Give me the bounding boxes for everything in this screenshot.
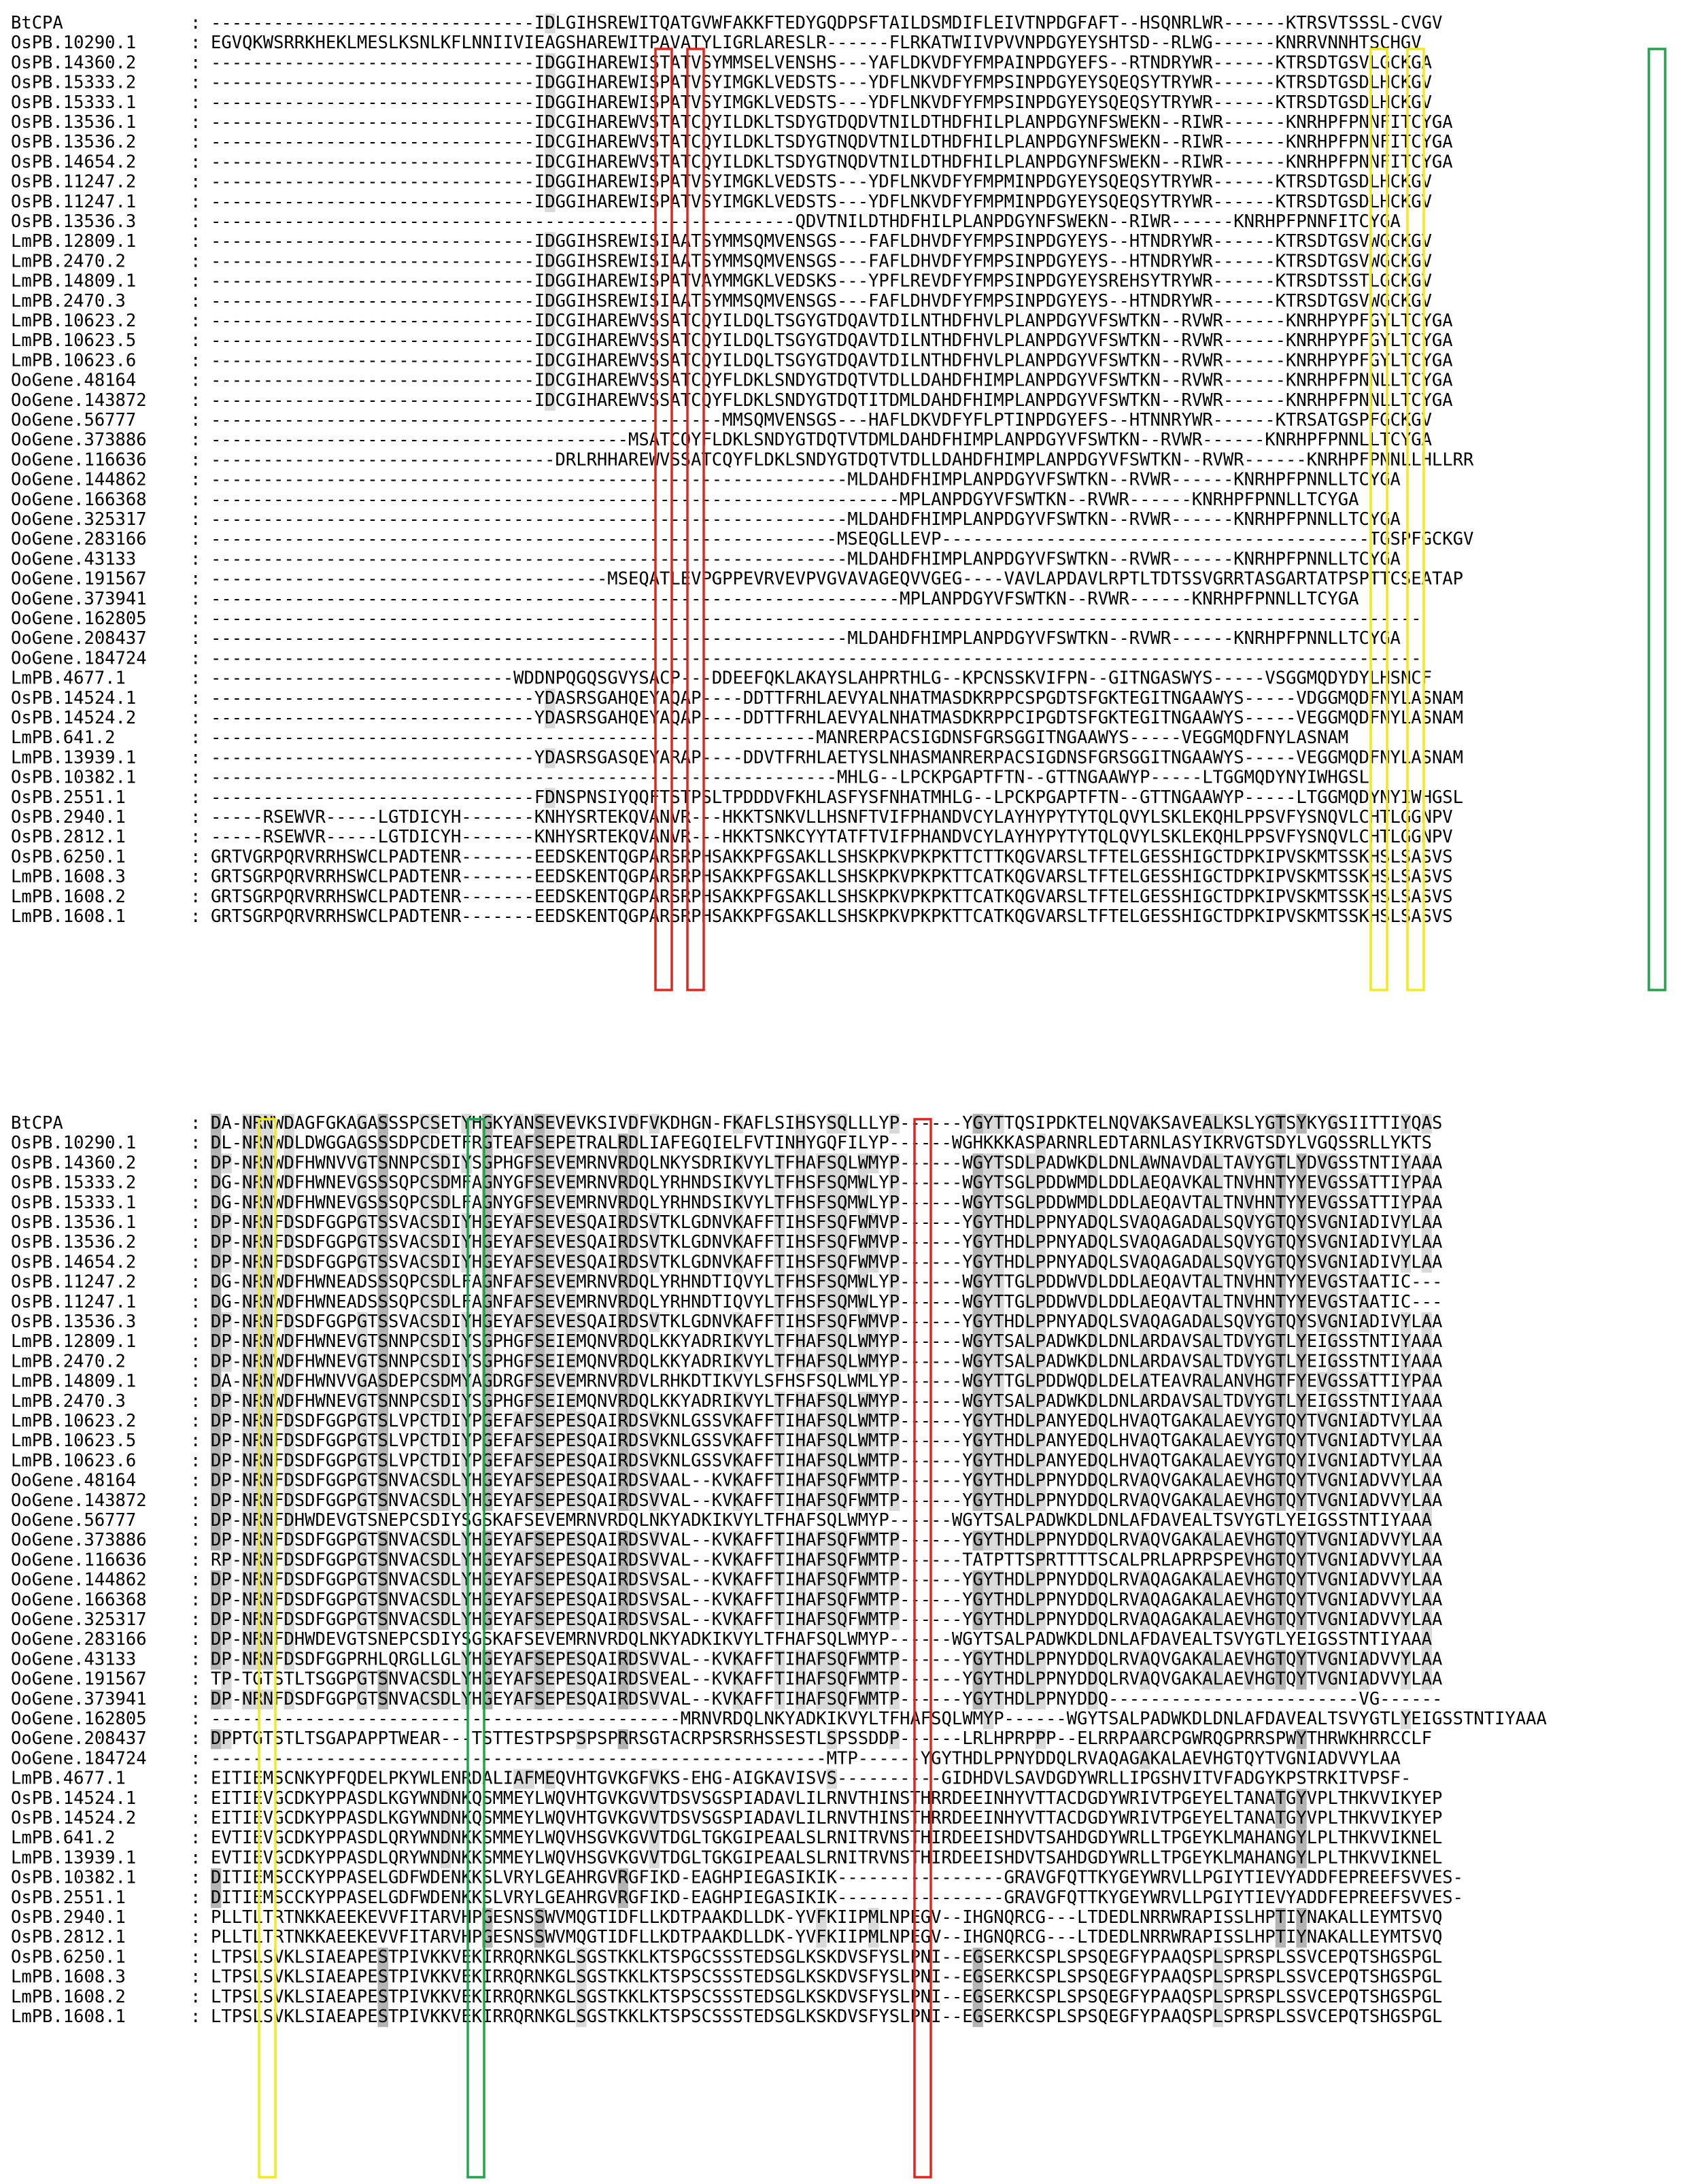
sequence-name: OoGene.373886 bbox=[11, 1530, 147, 1551]
sequence-name: LmPB.14809.1 bbox=[11, 1371, 137, 1392]
sequence-residues: -------------------------------IDGGIHAREWISPATVAYMMGKLVEDSKS---YPFLREVDFYFMPSINPDGYEYSREHSYTRYWR------KTRSDTSSTLGCKGV bbox=[211, 271, 1432, 292]
sequence-name: LmPB.13939.1 bbox=[11, 1847, 137, 1869]
sequence-name: LmPB.641.2 bbox=[11, 728, 116, 749]
separator: : bbox=[190, 1172, 201, 1193]
separator: : bbox=[190, 628, 201, 649]
separator: : bbox=[190, 1312, 201, 1332]
sequence-residues: -------------------------------IDCGIHAREWVSSATCQYILDQLTSGYGTDQAVTDILNTHDFHVLPLANPDGYVFSWTKN--RVWR------KNRHPYPFGYLTCYGA bbox=[211, 311, 1453, 331]
separator: : bbox=[190, 847, 201, 868]
separator: : bbox=[190, 1272, 201, 1293]
separator: : bbox=[190, 1947, 201, 1968]
sequence-name: LmPB.10623.6 bbox=[11, 1450, 137, 1471]
sequence-name: LmPB.10623.5 bbox=[11, 330, 137, 352]
sequence-name: OoGene.143872 bbox=[11, 390, 147, 411]
sequence-residues: ---------------------------------DRLRHHAREWVSSATCQYFLDKLSNDYGTDQTVTDLLDAHDFHIMPLANPDGYVFSWTKN--RVWR------KNRHPFPNNLLHLLRR bbox=[211, 449, 1474, 471]
sequence-residues: DP-NRNWDFHWNEVGTSNNPCSDIYSGPHGFSEIEMQNVRDQLKKYADRIKVYLTFHAFSQLWMYP------WGYTSALPADWKDLDNLARDAVSALTDVYGTLYEIGSSTNTIYAAA bbox=[211, 1390, 1443, 1412]
sequence-residues: -------------------------------------------------------------------------------------------------------------------- bbox=[211, 648, 1422, 669]
sequence-residues: -------------------------------IDCGIHAREWVSSATCQYILDQLTSGYGTDQAVTDILNTHDFHVLPLANPDGYVFSWTKN--RVWR------KNRHPYPFGYLTCYGA bbox=[211, 330, 1453, 352]
sequence-residues: DA-NRNWDFHWNVVGASDEPCSDMYAGDRGFSEVEMRNVRDVLRHKDTIKVYLSFHSFSQLWMLYP------WGYTTGLPDDWQDLDELATEAVRALANVHGTFYEVGSSATTIYPAA bbox=[211, 1371, 1443, 1392]
sequence-name: BtCPA bbox=[11, 1113, 63, 1133]
separator: : bbox=[190, 33, 201, 54]
separator: : bbox=[190, 1153, 201, 1174]
sequence-name: OoGene.43133 bbox=[11, 1649, 137, 1670]
sequence-name: OsPB.14524.1 bbox=[11, 1788, 137, 1809]
sequence-residues: DP-NRNFDSDFGGPGTSNVACSDLYHGEYAFSEPESQAIRDSVVAL--KVKAFFTIHAFSQFWMTP------YGYTHDLPPNYDDQLRVAQVGAKALAEVHGTQYTVGNIADVVYLAA bbox=[211, 1530, 1443, 1551]
separator: : bbox=[190, 112, 201, 133]
sequence-residues: -----RSEWVR-----LGTDICYH-------KNHYSRTEKQVANVR---HKKTSNKVLLHSNFTVIFPHANDVCYLAYHYPYTYTQLQVYLSKLEKQHLPPSVFYSNQVLCHTLGGNPV bbox=[211, 807, 1453, 827]
sequence-name: OoGene.208437 bbox=[11, 628, 147, 649]
separator: : bbox=[190, 1688, 201, 1709]
sequence-residues: -------------------------------IDCGIHAREWVSSATCQYFLDKLSNDYGTDQTITDMLDAHDFHIMPLANPDGYVFSWTKN--RVWR------KNRHPFPNNLLTCYGA bbox=[211, 390, 1453, 411]
sequence-residues: -------------------------------IDCGIHAREWVSSATCQYILDQLTSGYGTDQAVTDILNTHDFHVLPLANPDGYVFSWTKN--RVWR------KNRHPYPFGYLTCYGA bbox=[211, 350, 1453, 371]
sequence-residues: DP-NRNFDSDFGGPGTSNVACSDLYHGEYAFSEPESQAIRDSVSAL--KVKAFFTIHAFSQFWMTP------YGYTHDLPPNYDDQLRVAQAGAKALAEVHGTQYTVGNIADVVYLAA bbox=[211, 1589, 1443, 1610]
separator: : bbox=[190, 1450, 201, 1471]
sequence-residues: DP-NRNFDSDFGGPGTSLVPCTDIYPGEFAFSEPESQAIRDSVKNLGSSVKAFFTIHAFSQLWMTP------YGYTHDLPANYEDQLHVAQTGAKALAEVYGTQYTVGNIADTVYLAA bbox=[211, 1431, 1443, 1452]
sequence-residues: DITIEMSCCKYPPASELGDFWDENKKSLVRYLGEAHRGVRGFIKD-EAGHPIEGASIKIK----------------GRAVGFQTTKYGEYWRVLLPGIYTIEVYADDFEPREEFSVVES- bbox=[211, 1887, 1463, 1908]
separator: : bbox=[190, 1371, 201, 1392]
separator: : bbox=[190, 370, 201, 391]
separator: : bbox=[190, 549, 201, 570]
separator: : bbox=[190, 430, 201, 451]
separator: : bbox=[190, 1867, 201, 1888]
sequence-residues: -------------------------------IDGGIHAREWISPATVSYIMGKLVEDSTS---YDFLNKVDFYFMPMINPDGYEYSQEQSYTRYWR------KTRSDTGSDLHCKGV bbox=[211, 171, 1432, 192]
sequence-name: OsPB.15333.1 bbox=[11, 1192, 137, 1213]
sequence-name: LmPB.1608.1 bbox=[11, 906, 126, 927]
sequence-name: OsPB.10290.1 bbox=[11, 33, 137, 54]
sequence-name: OsPB.15333.1 bbox=[11, 92, 137, 113]
separator: : bbox=[190, 767, 201, 788]
sequence-residues: GRTSGRPQRVRRHSWCLPADTENR-------EEDSKENTQGPARSRPHSAKKPFGSAKLLSHSKPKVPKPKTTCATKQGVARSLTFTELGESSHIGCTDPKIPVSKMTSSKHSLSASVS bbox=[211, 886, 1453, 907]
sequence-name: OsPB.14360.2 bbox=[11, 1153, 137, 1174]
separator: : bbox=[190, 668, 201, 689]
sequence-residues: -------------------------------IDCGIHAREWVSSATCQYFLDKLSNDYGTDQTVTDLLDAHDFHIMPLANPDGYVFSWTKN--RVWR------KNRHPFPNNLLTCYGA bbox=[211, 370, 1453, 391]
sequence-name: LmPB.1608.2 bbox=[11, 1986, 126, 2007]
sequence-residues: PLLTLTRTNKKAEEKEVVFITARVHPGESNSSWVMQGTIDFLLKDTPAAKDLLDK-YVFKIIPMLNPEGV--IHGNQRCG---LTDEDLNRRWRAPISSLHPTIYNAKALLEYMTSVQ bbox=[211, 1927, 1443, 1948]
motif-box bbox=[1649, 49, 1665, 990]
sequence-residues: -------------------------------IDGGIHAREWISPATVSYIMGKLVEDSTS---YDFLNKVDFYFMPSINPDGYEYSQEQSYTRYWR------KTRSDTGSDLHCKGV bbox=[211, 92, 1432, 113]
sequence-name: OoGene.166368 bbox=[11, 1589, 147, 1610]
separator: : bbox=[190, 1847, 201, 1869]
sequence-residues: RP-NRNFDSDFGGPGTSNVACSDLYHGEYAFSEPESQAIRDSVVAL--KVKAFFTIHAFSQFWMTP------TATPTTSPRTTTTSCALPRLAPRPSPEVHGTQYTVGNIADVVYLAA bbox=[211, 1550, 1443, 1571]
sequence-name: OoGene.144862 bbox=[11, 1569, 147, 1590]
sequence-name: OsPB.2812.1 bbox=[11, 1927, 126, 1948]
separator: : bbox=[190, 1907, 201, 1928]
sequence-residues: EITIEVGCDKYPPASDLKGYWNDNKQSMMEYLWQVHTGVKGVVTDSVSGSPIADAVLILRNVTHINSTHRRDEEINHYVTTACDGDYWRIVTPGEYELTANATGYVPLTHKVVIKYEP bbox=[211, 1788, 1443, 1809]
sequence-name: OsPB.14524.1 bbox=[11, 687, 137, 709]
separator: : bbox=[190, 708, 201, 728]
sequence-name: LmPB.2470.2 bbox=[11, 251, 126, 272]
sequence-name: OoGene.162805 bbox=[11, 1709, 147, 1729]
separator: : bbox=[190, 787, 201, 808]
sequence-residues: ------------------------------------------------------------MSEQGLLEVP-----------------------------------------TGSPFGCKGV bbox=[211, 529, 1474, 550]
separator: : bbox=[190, 1788, 201, 1809]
sequence-residues: EVTIEVGCDKYPPASDLQRYWNDNKKSMMEYLWQVHSGVKGVVTDGLTGKGIPEAALSLRNITRVNSTHIRDEEISHDVTSAHDGDYWRLLTPGEYKLMAHANGYLPLTHKVVIKNEL bbox=[211, 1847, 1443, 1869]
sequence-name: OsPB.15333.2 bbox=[11, 72, 137, 93]
separator: : bbox=[190, 728, 201, 749]
sequence-residues: DP-NRNWDFHWNEVGTSNNPCSDIYSGPHGFSEIEMQNVRDQLKKYADRIKVYLTFHAFSQLWMYP------WGYTSALPADWKDLDNLARDAVSALTDVYGTLYEIGSSTNTIYAAA bbox=[211, 1351, 1443, 1372]
sequence-name: OoGene.191567 bbox=[11, 568, 147, 590]
separator: : bbox=[190, 588, 201, 609]
sequence-residues: DP-NRNFDSDFGGPGTSSVACSDIYHGEYAFSEVESQAIRDSVTKLGDNVKAFFTIHSFSQFWMVP------YGYTHDLPPNYADQLSVAQAGADALSQVYGTQYSVGNIADIVYLAA bbox=[211, 1312, 1443, 1332]
sequence-name: OsPB.6250.1 bbox=[11, 1947, 126, 1968]
sequence-residues: -------------------------------YDASRSGASQEYARAP----DDVTFRHLAETYSLNHASMANRERPACSIGDNSFGRSGGITNGAAWYS-----VEGGMQDFNYLASNAM bbox=[211, 747, 1463, 768]
sequence-residues: DP-NRNFDSDFGGPGTSNVACSDLYHGEYAFSEPESQAIRDSVSAL--KVKAFFTIHAFSQFWMTP------YGYTHDLPPNYDDQLRVAQAGAKALAEVHGTQYTVGNIADVVYLAA bbox=[211, 1569, 1443, 1590]
sequence-name: OsPB.11247.2 bbox=[11, 1272, 137, 1293]
sequence-name: OoGene.166368 bbox=[11, 489, 147, 510]
sequence-residues: ------------------------------------------------------------------MPLANPDGYVFSWTKN--RVWR------KNRHPFPNNLLTCYGA bbox=[211, 489, 1359, 510]
separator: : bbox=[190, 330, 201, 352]
separator: : bbox=[190, 271, 201, 292]
sequence-residues: DL-NRNWDLDWGGAGSSSDPCDETFRGTEAFSEPETRALRDLIAFEGQIELFVTINHYGQFILYP------WGHKKKASPARNRLEDTARNLASYIKRVGTSDYLVGQSSRLLYKTS bbox=[211, 1133, 1432, 1154]
sequence-residues: GRTSGRPQRVRRHSWCLPADTENR-------EEDSKENTQGPARSRPHSAKKPFGSAKLLSHSKPKVPKPKTTCATKQGVARSLTFTELGESSHIGCTDPKIPVSKMTSSKHSLSASVS bbox=[211, 906, 1453, 927]
sequence-residues: -------------------------------IDCGIHAREWVSTATCQYILDKLTSDYGTNQDVTNILDTHDFHILPLANPDGYNFSWEKN--RIWR------KNRHPFPNNFITCYGA bbox=[211, 152, 1453, 173]
sequence-residues: -------------------------------YDASRSGAHQEYAQAP----DDTTFRHLAEVYALNHATMASDKRPPCIPGDTSFGKTEGITNGAAWYS-----VEGGMQDFNYLASNAM bbox=[211, 708, 1463, 728]
sequence-name: LmPB.1608.3 bbox=[11, 1966, 126, 1987]
sequence-name: OoGene.43133 bbox=[11, 549, 137, 570]
sequence-residues: DP-NRNWDFHWNEVGTSNNPCSDIYSGPHGFSEIEMQNVRDQLKKYADRIKVYLTFHAFSQLWMYP------WGYTSALPADWKDLDNLARDAVSALTDVYGTLYEIGSSTNTIYAAA bbox=[211, 1331, 1443, 1352]
sequence-residues: -------------------------------------------------------------MLDAHDFHIMPLANPDGYVFSWTKN--RVWR------KNRHPFPNNLLTCYGA bbox=[211, 549, 1401, 570]
separator: : bbox=[190, 609, 201, 629]
separator: : bbox=[190, 132, 201, 153]
separator: : bbox=[190, 92, 201, 113]
sequence-name: LmPB.12809.1 bbox=[11, 1331, 137, 1352]
separator: : bbox=[190, 1966, 201, 1987]
sequence-residues: -----------------------------WDDNPQGQSGVYSACP---DDEEFQKLAKAYSLAHPRTHLG--KPCNSSKVIFPN--GITNGASWYS-----VSGGMQDYDYLHSNCF bbox=[211, 668, 1432, 689]
separator: : bbox=[190, 1331, 201, 1352]
separator: : bbox=[190, 1550, 201, 1571]
sequence-name: OsPB.10382.1 bbox=[11, 1867, 137, 1888]
separator: : bbox=[190, 509, 201, 530]
sequence-residues: -------------------------------IDLGIHSREWITQATGVWFAKKFTEDYGQDPSFTAILDSMDIFLEIVTNPDGFAFT--HSQNRLWR------KTRSVTSSSL-CVGV bbox=[211, 13, 1443, 33]
sequence-name: OoGene.184724 bbox=[11, 648, 147, 669]
sequence-residues: ---------------------------------------------MRNVRDQLNKYADKIKVYLTFHAFSQLWMYP------WGYTSALPADWKDLDNLAFDAVEALTSVYGTLYEIGSSTNTIYAAA bbox=[211, 1709, 1547, 1729]
sequence-name: OsPB.13536.1 bbox=[11, 1212, 137, 1233]
sequence-residues: -------------------------------IDGGIHAREWISPATVSYIMGKLVEDSTS---YDFLNKVDFYFMPMINPDGYEYSQEQSYTRYWR------KTRSDTGSDLHCKGV bbox=[211, 191, 1432, 212]
separator: : bbox=[190, 886, 201, 907]
sequence-name: LmPB.13939.1 bbox=[11, 747, 137, 768]
sequence-residues: DP-NRNFDSDFGGPGTSLVPCTDIYPGEFAFSEPESQAIRDSVKNLGSSVKAFFTIHAFSQLWMTP------YGYTHDLPANYEDQLHVAQTGAKALAEVYGTQYTVGNIADTVYLAA bbox=[211, 1411, 1443, 1431]
sequence-name: LmPB.10623.2 bbox=[11, 1411, 137, 1431]
sequence-name: LmPB.14809.1 bbox=[11, 271, 137, 292]
sequence-name: OoGene.283166 bbox=[11, 1629, 147, 1650]
sequence-name: OsPB.14524.2 bbox=[11, 1808, 137, 1828]
sequence-residues: DPPTGTSTLTSGAPAPPTWEAR---TSTTESTPSPSPSPRRSGTACRPSRSRHSSESTLSPSSDDP------LRLHPRPPP--ELRRPAARCPGWRQGPRRSPWYTHRWKHRRCCLF bbox=[211, 1728, 1432, 1750]
sequence-name: OsPB.14360.2 bbox=[11, 52, 137, 73]
sequence-name: OoGene.116636 bbox=[11, 449, 147, 471]
separator: : bbox=[190, 290, 201, 311]
sequence-name: LmPB.2470.2 bbox=[11, 1351, 126, 1372]
sequence-name: OsPB.13536.2 bbox=[11, 132, 137, 153]
sequence-name: OsPB.11247.1 bbox=[11, 191, 137, 212]
sequence-residues: LTPSLSVKLSIAEAPESTPIVKKVEKIRRQRNKGLSGSTKKLKTSPSCSSSTEDSGLKSKDVSFYSLPNI--EGSERKCSPLSPSQEGFYPAAQSPLSPRSPLSSVCEPQTSHGSPGL bbox=[211, 2007, 1443, 2027]
sequence-residues: EITIEMSCNKYPFQDELPKYWLENRDALIAFMEQVHTGVKGFVKS-EHG-AIGKAVISVS----------GIDHDVLSAVDGDYWRLLIPGSHVITVFADGYKPSTRKITVPSF- bbox=[211, 1768, 1412, 1789]
sequence-name: OoGene.184724 bbox=[11, 1748, 147, 1769]
sequence-residues: --------------------------------------MSEQATLEVPGPPEVRVEVPVGVAVAGEQVVGEG----VAVLAPDAVLRPTLTDTSSVGRRTASGARTATPSPTTCSEATAP bbox=[211, 568, 1463, 590]
separator: : bbox=[190, 251, 201, 272]
separator: : bbox=[190, 1113, 201, 1133]
separator: : bbox=[190, 311, 201, 331]
sequence-name: LmPB.4677.1 bbox=[11, 1768, 126, 1789]
sequence-residues: DITIEMSCCKYPPASELGDFWDENKKSLVRYLGEAHRGVRGFIKD-EAGHPIEGASIKIK----------------GRAVGFQTTKYGEYWRVLLPGIYTIEVYADDFEPREEFSVVES- bbox=[211, 1867, 1463, 1888]
separator: : bbox=[190, 1192, 201, 1213]
sequence-residues: DP-NRNFDSDFGGPGTSNVACSDLYHGEYAFSEPESQAIRDSVVAL--KVKAFFTIHAFSQFWMTP------YGYTHDLPPNYDDQ------------------------VG------ bbox=[211, 1688, 1443, 1709]
separator: : bbox=[190, 1411, 201, 1431]
separator: : bbox=[190, 1768, 201, 1789]
sequence-name: LmPB.12809.1 bbox=[11, 231, 137, 252]
separator: : bbox=[190, 1669, 201, 1690]
sequence-residues: -------------------------------------------------------------MLDAHDFHIMPLANPDGYVFSWTKN--RVWR------KNRHPFPNNLLTCYGA bbox=[211, 509, 1401, 530]
separator: : bbox=[190, 1470, 201, 1491]
sequence-name: OoGene.325317 bbox=[11, 509, 147, 530]
sequence-residues: DP-NRNFDSDFGGPGTSLVPCTDIYPGEFAFSEPESQAIRDSVKNLGSSVKAFFTIHAFSQLWMTP------YGYTHDLPANYEDQLHVAQTGAKALAEVYGTQYIVGNIADTVYLAA bbox=[211, 1450, 1443, 1471]
separator: : bbox=[190, 231, 201, 252]
sequence-residues: -------------------------------FDNSPNSIYQQFTSTPSLTPDDDVFKHLASFYSFNHATMHLG--LPCKPGAPTFTN--GTTNGAAWYP-----LTGGMQDYNYIWHGSL bbox=[211, 787, 1463, 808]
sequence-residues: DP-NRNFDSDFGGPGTSNVACSDLYHGEYAFSEPESQAIRDSVSAL--KVKAFFTIHAFSQFWMTP------YGYTHDLPPNYDDQLRVAQAGAKALAEVHGTQYTVGNIADVVYLAA bbox=[211, 1609, 1443, 1630]
sequence-residues: ------------------------------------------------------------MHLG--LPCKPGAPTFTN--GTTNGAAWYP-----LTGGMQDYNYIWHGSL bbox=[211, 767, 1369, 788]
separator: : bbox=[190, 1828, 201, 1849]
separator: : bbox=[190, 648, 201, 669]
sequence-residues: -------------------------------------------------------------------------------------------------------------------- bbox=[211, 609, 1422, 629]
sequence-name: BtCPA bbox=[11, 13, 63, 33]
sequence-name: OoGene.208437 bbox=[11, 1728, 147, 1750]
sequence-residues: DG-NRNWDFHWNEADSSSQPCSDLFAGNFAFSEVEMRNVRDQLYRHNDTIQVYLTFHSFSQMWLYP------WGYTTGLPDDWVDLDDLAEQAVTALTNVHNTYYEVGSTAATIC--- bbox=[211, 1291, 1443, 1312]
sequence-name: OsPB.13536.3 bbox=[11, 211, 137, 232]
separator: : bbox=[190, 906, 201, 927]
separator: : bbox=[190, 72, 201, 93]
sequence-name: LmPB.1608.3 bbox=[11, 866, 126, 887]
separator: : bbox=[190, 1649, 201, 1670]
separator: : bbox=[190, 1390, 201, 1412]
sequence-residues: DA-NRNWDAGFGKAGASSSPCSETYHGKYANSEVEVKSIVDFVKDHGN-FKAFLSIHSYSQLLLYP------YGYTTQSIPDKTELNQVAKSAVEALKSLYGTSYKYGSIITTIYQAS bbox=[211, 1113, 1443, 1133]
sequence-name: LmPB.2470.3 bbox=[11, 1390, 126, 1412]
sequence-residues: GRTSGRPQRVRRHSWCLPADTENR-------EEDSKENTQGPARSRPHSAKKPFGSAKLLSHSKPKVPKPKTTCATKQGVARSLTFTELGESSHIGCTDPKIPVSKMTSSKHSLSASVS bbox=[211, 866, 1453, 887]
sequence-name: LmPB.10623.6 bbox=[11, 350, 137, 371]
sequence-name: OsPB.11247.1 bbox=[11, 1291, 137, 1312]
separator: : bbox=[190, 1887, 201, 1908]
separator: : bbox=[190, 687, 201, 709]
separator: : bbox=[190, 1748, 201, 1769]
sequence-residues: DP-NRNFDSDFGGPGTSNVACSDLYHGEYAFSEPESQAIRDSVVAL--KVKAFFTIHAFSQFWMTP------YGYTHDLPPNYDDQLRVAQVGAKALAEVHGTQYTVGNIADVVYLAA bbox=[211, 1490, 1443, 1511]
sequence-residues: -------------------------------YDASRSGAHQEYAQAP----DDTTFRHLAEVYALNHATMASDKRPPCSPGDTSFGKTEGITNGAAWYS-----VDGGMQDFNYLASNAM bbox=[211, 687, 1463, 709]
separator: : bbox=[190, 410, 201, 430]
sequence-name: OsPB.11247.2 bbox=[11, 171, 137, 192]
separator: : bbox=[190, 1808, 201, 1828]
sequence-name: OoGene.144862 bbox=[11, 469, 147, 490]
separator: : bbox=[190, 529, 201, 550]
sequence-name: OsPB.14654.2 bbox=[11, 152, 137, 173]
separator: : bbox=[190, 350, 201, 371]
sequence-residues: -------------------------------------------------MMSQMVENSGS---HAFLDKVDFYFLPTINPDGYEFS--HTNNRYWR------KTRSATGSPFGCKGV bbox=[211, 410, 1432, 430]
separator: : bbox=[190, 1252, 201, 1273]
sequence-residues: GRTVGRPQRVRRHSWCLPADTENR-------EEDSKENTQGPARSRPHSAKKPFGSAKLLSHSKPKVPKPKTTCTTKQGVARSLTFTELGESSHIGCTDPKIPVSKMTSSKHSLSASVS bbox=[211, 847, 1453, 868]
separator: : bbox=[190, 1232, 201, 1253]
separator: : bbox=[190, 1490, 201, 1511]
separator: : bbox=[190, 1431, 201, 1452]
sequence-residues: ----------------------------------------------------------MANRERPACSIGDNSFGRSGGITNGAAWYS-----VEGGMQDFNYLASNAM bbox=[211, 728, 1349, 749]
separator: : bbox=[190, 191, 201, 212]
sequence-residues: DP-NRNFDSDFGGPGTSSVACSDIYHGEYAFSEVESQAIRDSVTKLGDNVKAFFTIHSFSQFWMVP------YGYTHDLPPNYADQLSVAQAGADALSQVYGTQYSVGNIADIVYLAA bbox=[211, 1232, 1443, 1253]
separator: : bbox=[190, 747, 201, 768]
separator: : bbox=[190, 1589, 201, 1610]
separator: : bbox=[190, 13, 201, 33]
sequence-residues: DP-NRNFDSDFGGPGTSNVACSDLYHGEYAFSEPESQAIRDSVAAL--KVKAFFTIHAFSQFWMTP------YGYTHDLPPNYDDQLRVAQVGAKALAEVHGTQYTVGNIADVVYLAA bbox=[211, 1470, 1443, 1491]
separator: : bbox=[190, 1609, 201, 1630]
sequence-name: OsPB.6250.1 bbox=[11, 847, 126, 868]
sequence-residues: DG-NRNWDFHWNEADSSSQPCSDLFAGNFAFSEVEMRNVRDQLYRHNDTIQVYLTFHSFSQMWLYP------WGYTTGLPDDWVDLDDLAEQAVTALTNVHNTYYEVGSTAATIC--- bbox=[211, 1272, 1443, 1293]
sequence-name: LmPB.1608.1 bbox=[11, 2007, 126, 2027]
separator: : bbox=[190, 807, 201, 827]
separator: : bbox=[190, 449, 201, 471]
sequence-name: LmPB.10623.5 bbox=[11, 1431, 137, 1452]
sequence-name: OoGene.325317 bbox=[11, 1609, 147, 1630]
sequence-name: OsPB.10290.1 bbox=[11, 1133, 137, 1154]
sequence-residues: LTPSLSVKLSIAEAPESTPIVKKVEKIRRQRNKGLSGSTKKLKTSPGCSSSTEDSGLKSKDVSFYSLPNI--EGSERKCSPLSPSQEGFYPAAQSPLSPRSPLSSVCEPQTSHGSPGL bbox=[211, 1947, 1443, 1968]
sequence-name: OsPB.14654.2 bbox=[11, 1252, 137, 1273]
separator: : bbox=[190, 1212, 201, 1233]
sequence-name: OsPB.15333.2 bbox=[11, 1172, 137, 1193]
sequence-residues: ------------------------------------------------------------------MPLANPDGYVFSWTKN--RVWR------KNRHPFPNNLLTCYGA bbox=[211, 588, 1359, 609]
sequence-residues: EVTIEVGCDKYPPASDLQRYWNDNKKSMMEYLWQVHSGVKGVVTDGLTGKGIPEAALSLRNITRVNSTHIRDEEISHDVTSAHDGDYWRLLTPGEYKLMAHANGYLPLTHKVVIKNEL bbox=[211, 1828, 1443, 1849]
separator: : bbox=[190, 489, 201, 510]
sequence-name: OoGene.56777 bbox=[11, 1510, 137, 1531]
sequence-name: OoGene.56777 bbox=[11, 410, 137, 430]
separator: : bbox=[190, 1986, 201, 2007]
separator: : bbox=[190, 1709, 201, 1729]
separator: : bbox=[190, 1351, 201, 1372]
sequence-name: OoGene.116636 bbox=[11, 1550, 147, 1571]
sequence-name: OsPB.2812.1 bbox=[11, 827, 126, 848]
sequence-residues: -------------------------------IDCGIHAREWVSTATCQYILDKLTSDYGTDQDVTNILDTHDFHILPLANPDGYNFSWEKN--RIWR------KNRHPFPNNFITCYGA bbox=[211, 112, 1453, 133]
sequence-name: OsPB.13536.2 bbox=[11, 1232, 137, 1253]
sequence-residues: ----------------------------------------MSATCQYFLDKLSNDYGTDQTVTDMLDAHDFHIMPLANPDGYVFSWTKN--RVWR------KNRHPFPNNLLTCYGA bbox=[211, 430, 1432, 451]
separator: : bbox=[190, 469, 201, 490]
separator: : bbox=[190, 866, 201, 887]
separator: : bbox=[190, 1569, 201, 1590]
sequence-name: LmPB.1608.2 bbox=[11, 886, 126, 907]
sequence-name: LmPB.10623.2 bbox=[11, 311, 137, 331]
sequence-residues: DP-NRNFDHWDEVGTSNEPCSDIYSGSKAFSEVEMRNVRDQLNKYADKIKVYLTFHAFSQLWMYP------WGYTSALPADWKDLDNLAFDAVEALTSVYGTLYEIGSSTNTIYAAA bbox=[211, 1629, 1432, 1650]
separator: : bbox=[190, 171, 201, 192]
sequence-residues: DG-NRNWDFHWNEVGSSSQPCSDMFAGNYGFSEVEMRNVRDQLYRHNDSIKVYLTFHSFSQMWLYP------WGYTSGLPDDWMDLDDLAEQAVKALTNVHNTYYEVGSSATTIYPAA bbox=[211, 1172, 1443, 1193]
sequence-name: OoGene.373941 bbox=[11, 1688, 147, 1709]
sequence-residues: EITIEVGCDKYPPASDLKGYWNDNKQSMMEYLWQVHTGVKGVVTDSVSGSPIADAVLILRNVTHINSTHRRDEEINHYVTTACDGDYWRIVTPGEYELTANATGYVPLTHKVVIKYEP bbox=[211, 1808, 1443, 1828]
sequence-name: OoGene.373886 bbox=[11, 430, 147, 451]
sequence-name: OsPB.2551.1 bbox=[11, 787, 126, 808]
sequence-residues: -------------------------------IDGGIHSREWISIAATSYMMSQMVENSGS---FAFLDHVDFYFMPSINPDGYEYS--HTNDRYWR------KTRSDTGSVWGCKGV bbox=[211, 231, 1432, 252]
alignment-text-layer bbox=[11, 13, 1547, 2027]
separator: : bbox=[190, 1291, 201, 1312]
sequence-name: OsPB.10382.1 bbox=[11, 767, 137, 788]
sequence-residues: PLLTLTRTNKKAEEKEVVFITARVHPGESNSSWVMQGTIDFLLKDTPAAKDLLDK-YVFKIIPMLNPEGV--IHGNQRCG---LTDEDLNRRWRAPISSLHPTIYNAKALLEYMTSVQ bbox=[211, 1907, 1443, 1928]
sequence-residues: DP-NRNFDSDFGGPGTSSVACSDIYHGEYAFSEVESQAIRDSVTKLGDNVKAFFTIHSFSQFWMVP------YGYTHDLPPNYADQLSVAQAGADALSQVYGTQYSVGNIADIVYLAA bbox=[211, 1212, 1443, 1233]
separator: : bbox=[190, 211, 201, 232]
sequence-residues: DG-NRNWDFHWNEVGSSSQPCSDLFAGNYGFSEVEMRNVRDQLYRHNDSIKVYLTFHSFSQMWLYP------WGYTSGLPDDWMDLDDLAEQAVTALTNVHNTYYEVGSSATTIYPAA bbox=[211, 1192, 1443, 1213]
sequence-name: OoGene.48164 bbox=[11, 370, 137, 391]
separator: : bbox=[190, 1728, 201, 1750]
sequence-residues: LTPSLSVKLSIAEAPESTPIVKKVEKIRRQRNKGLSGSTKKLKTSPSCSSSTEDSGLKSKDVSFYSLPNI--EGSERKCSPLSPSQEGFYPAAQSPLSPRSPLSSVCEPQTSHGSPGL bbox=[211, 1966, 1443, 1987]
sequence-residues: LTPSLSVKLSIAEAPESTPIVKKVEKIRRQRNKGLSGSTKKLKTSPSCSSSTEDSGLKSKDVSFYSLPNI--EGSERKCSPLSPSQEGFYPAAQSPLSPRSPLSSVCEPQTSHGSPGL bbox=[211, 1986, 1443, 2007]
separator: : bbox=[190, 152, 201, 173]
separator: : bbox=[190, 2007, 201, 2027]
sequence-residues: -------------------------------IDCGIHAREWVSTATCQYILDKLTSDYGTNQDVTNILDTHDFHILPLANPDGYNFSWEKN--RIWR------KNRHPFPNNFITCYGA bbox=[211, 132, 1453, 153]
sequence-residues: DP-NRNWDFHWNVVGTSNNPCSDIYSGPHGFSEVEMRNVRDQLNKYSDRIKVYLTFHAFSQLWMYP------WGYTSDLPADWKDLDNLAWNAVDALTAVYGTLYDVGSSTNTIYAAA bbox=[211, 1153, 1443, 1174]
sequence-residues: -------------------------------IDGGIHSREWISIAATSYMMSQMVENSGS---FAFLDHVDFYFMPSINPDGYEYS--HTNDRYWR------KTRSDTGSVWGCKGV bbox=[211, 290, 1432, 311]
sequence-residues: TP-TGTSTLTSGGPGTSNVACSDLYHGEYAFSEPESQAIRDSVEAL--KVKAFFTIHAFSQFWMTP------YGYTHDLPPNYDDQLRVAQVGAKALAEVHGTQYTVGNIADVVYLAA bbox=[211, 1669, 1443, 1690]
sequence-residues: -------------------------------------------------------------MLDAHDFHIMPLANPDGYVFSWTKN--RVWR------KNRHPFPNNLLTCYGA bbox=[211, 469, 1401, 490]
separator: : bbox=[190, 568, 201, 590]
separator: : bbox=[190, 1927, 201, 1948]
sequence-residues: EGVQKWSRRKHEKLMESLKSNLKFLNNIIVIEAGSHAREWITPAVATYLIGRLARESLR------FLRKATWIIVPVVNPDGYEYSHTSD--RLWG------KNRRVNNHTSCHGV bbox=[211, 33, 1422, 54]
sequence-name: LmPB.4677.1 bbox=[11, 668, 126, 689]
sequence-residues: DP-NRNFDSDFGGPRHLQRGLLGLYHGEYAFSEPESQAIRDSVVAL--KVKAFFTIHAFSQFWMTP------YGYTHDLPPNYDDQLRVAQVGAKALAEVHGTQYTVGNIADVVYLAA bbox=[211, 1649, 1443, 1670]
separator: : bbox=[190, 1530, 201, 1551]
sequence-residues: -------------------------------IDGGIHAREWISTATVSYMMSELVENSHS---YAFLDKVDFYFMPAINPDGYEFS--RTNDRYWR------KTRSDTGSVLGCKGA bbox=[211, 52, 1432, 73]
separator: : bbox=[190, 390, 201, 411]
sequence-residues: DP-NRNFDHWDEVGTSNEPCSDIYSGSKAFSEVEMRNVRDQLNKYADKIKVYLTFHAFSQLWMYP------WGYTSALPADWKDLDNLAFDAVEALTSVYGTLYEIGSSTNTIYAAA bbox=[211, 1510, 1432, 1531]
separator: : bbox=[190, 1629, 201, 1650]
separator: : bbox=[190, 827, 201, 848]
sequence-name: LmPB.641.2 bbox=[11, 1828, 116, 1849]
separator: : bbox=[190, 52, 201, 73]
sequence-residues: -----RSEWVR-----LGTDICYH-------KNHYSRTEKQVANVR---HKKTSNKCYYTATFTVIFPHANDVCYLAYHYPYTYTQLQVYLSKLEKQHLPPSVFYSNQVLCHTLGGNPV bbox=[211, 827, 1453, 848]
sequence-name: OsPB.2940.1 bbox=[11, 807, 126, 827]
sequence-name: OsPB.13536.1 bbox=[11, 112, 137, 133]
sequence-residues: DP-NRNFDSDFGGPGTSSVACSDIYHGEYAFSEVESQAIRDSVTKLGDNVKAFFTIHSFSQFWMVP------YGYTHDLPPNYADQLSVAQAGADALSQVYGTQYSVGNIADIVYLAA bbox=[211, 1252, 1443, 1273]
sequence-name: LmPB.2470.3 bbox=[11, 290, 126, 311]
sequence-residues: --------------------------------------------------------QDVTNILDTHDFHILPLANPDGYNFSWEKN--RIWR------KNRHPFPNNFITCYGA bbox=[211, 211, 1401, 232]
sequence-residues: -------------------------------IDGGIHSREWISIAATSYMMSQMVENSGS---FAFLDHVDFYFMPSINPDGYEYS--HTNDRYWR------KTRSDTGSVWGCKGV bbox=[211, 251, 1432, 272]
separator: : bbox=[190, 1133, 201, 1154]
sequence-name: OsPB.2551.1 bbox=[11, 1887, 126, 1908]
sequence-residues: -------------------------------IDGGIHAREWISPATVSYIMGKLVEDSTS---YDFLNKVDFYFMPSINPDGYEYSQEQSYTRYWR------KTRSDTGSDLHCKGV bbox=[211, 72, 1432, 93]
sequence-name: OoGene.191567 bbox=[11, 1669, 147, 1690]
sequence-name: OoGene.162805 bbox=[11, 609, 147, 629]
sequence-name: OoGene.373941 bbox=[11, 588, 147, 609]
sequence-name: OsPB.13536.3 bbox=[11, 1312, 137, 1332]
sequence-residues: -------------------------------------------------------------MLDAHDFHIMPLANPDGYVFSWTKN--RVWR------KNRHPFPNNLLTCYGA bbox=[211, 628, 1401, 649]
sequence-name: OsPB.2940.1 bbox=[11, 1907, 126, 1928]
sequence-residues: -----------------------------------------------------------MTP------YGYTHDLPPNYDDQLRVAQAGAKALAEVHGTQYTVGNIADVVYLAA bbox=[211, 1748, 1401, 1769]
separator: : bbox=[190, 1510, 201, 1531]
sequence-name: OoGene.283166 bbox=[11, 529, 147, 550]
sequence-name: OoGene.48164 bbox=[11, 1470, 137, 1491]
sequence-name: OoGene.143872 bbox=[11, 1490, 147, 1511]
sequence-name: OsPB.14524.2 bbox=[11, 708, 137, 728]
